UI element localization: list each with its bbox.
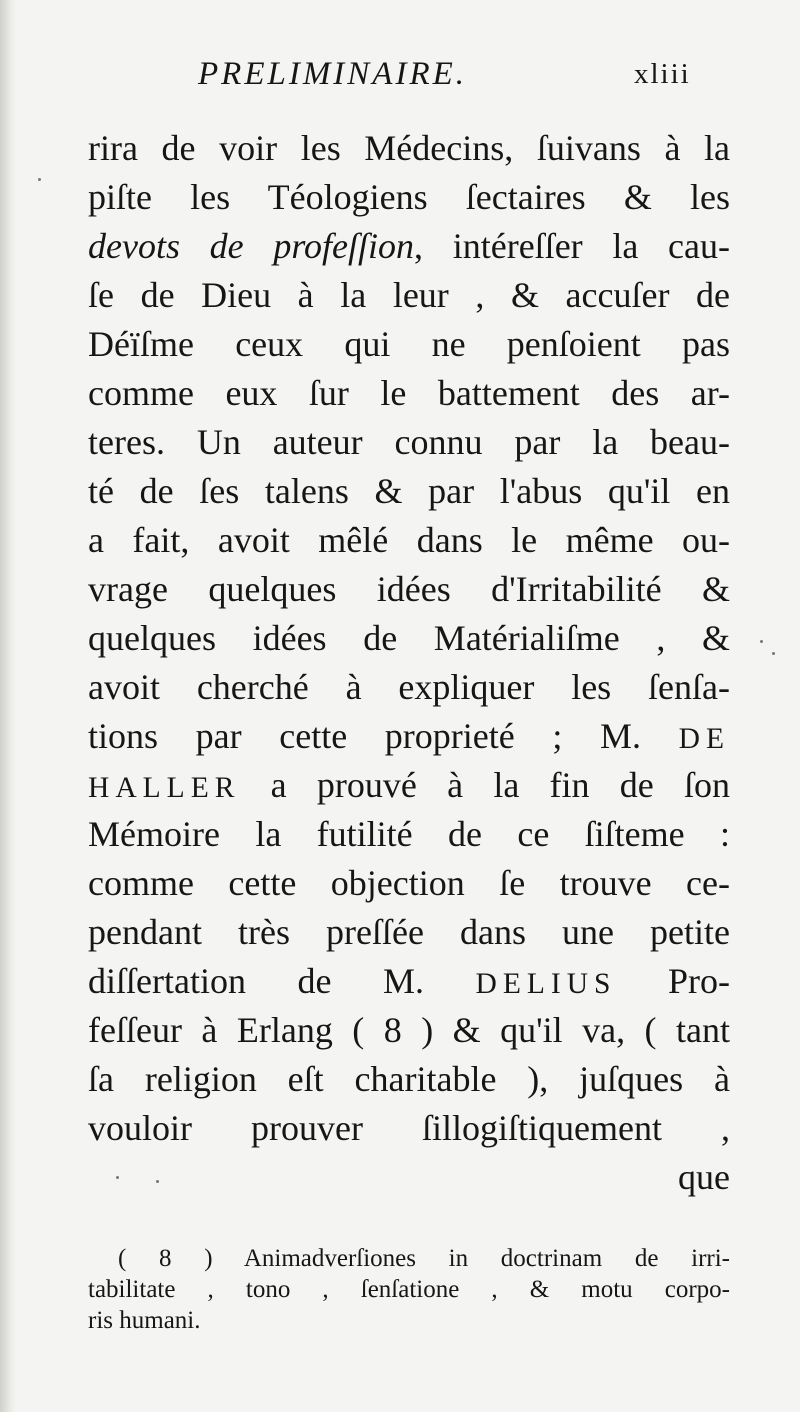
paper-speck — [156, 1180, 159, 1183]
text-segment: , intéreſſer la cau- — [414, 226, 730, 266]
text-line: piſte les Téologiens ſectaires & les — [88, 177, 730, 217]
footnote — [88, 1244, 730, 1337]
text-segment: diſſertation de M. — [88, 961, 424, 1001]
text-line: té de ſes talens & par l'abus qu'il en — [88, 471, 730, 511]
text-line: comme eux ſur le battement des ar- — [88, 373, 730, 413]
footnote-line: ( 8 ) Animadverſiones in doctrinam de irri- — [118, 1245, 730, 1272]
text-line — [88, 763, 730, 812]
text-line: teres. Un auteur connu par la beau- — [88, 422, 730, 462]
text-line — [88, 959, 730, 1008]
paper-speck — [772, 652, 775, 655]
footnote-line: tabilitate , tono , ſenſatione , & motu corpo- — [88, 1276, 730, 1303]
text-line: rira de voir les Médecins, ſuivans à la — [88, 128, 730, 168]
paper-speck — [760, 640, 763, 643]
text-line — [88, 714, 730, 763]
italic-phrase: devots de profeſſion — [88, 226, 415, 266]
smallcaps-de: DE — [678, 723, 731, 755]
page-gutter-shadow — [0, 0, 16, 1412]
footnote-line: ris humani. — [88, 1307, 201, 1334]
text-line: Mémoire la futilité de ce ſiſteme : — [88, 814, 730, 854]
text-segment: a prouvé à la fin de ſon — [270, 765, 731, 805]
text-line: feſſeur à Erlang ( 8 ) & qu'il va, ( tant — [88, 1010, 730, 1050]
text-line: ſe de Dieu à la leur , & accuſer de — [88, 275, 730, 315]
paper-speck — [38, 178, 41, 181]
text-line: vouloir prouver ſillogiſtiquement , — [88, 1108, 730, 1148]
text-line: comme cette objection ſe trouve ce- — [88, 863, 730, 903]
text-line: avoit cherché à expliquer les ſenſa- — [88, 667, 730, 707]
smallcaps-delius: DELIUS — [475, 968, 617, 1000]
page-number: xliii — [634, 58, 691, 90]
text-line: vrage quelques idées d'Irritabilité & — [88, 569, 730, 609]
body-text — [88, 126, 730, 1204]
text-line: ſa religion eſt charitable ), juſques à — [88, 1059, 730, 1099]
text-segment: tions par cette proprieté ; M. — [88, 716, 642, 756]
catchword: que — [678, 1157, 730, 1197]
paper-speck — [116, 1176, 119, 1179]
text-line: quelques idées de Matérialiſme , & — [88, 618, 730, 658]
text-line: Déïſme ceux qui ne penſoient pas — [88, 324, 730, 364]
running-head — [198, 54, 738, 94]
text-line: pendant très preſſée dans une petite — [88, 912, 730, 952]
text-line — [88, 224, 730, 273]
running-title: PRELIMINAIRE. — [198, 56, 468, 92]
text-line: a fait, avoit mêlé dans le même ou- — [88, 520, 730, 560]
text-segment: Pro- — [668, 961, 730, 1001]
smallcaps-haller: HALLER — [88, 772, 241, 804]
